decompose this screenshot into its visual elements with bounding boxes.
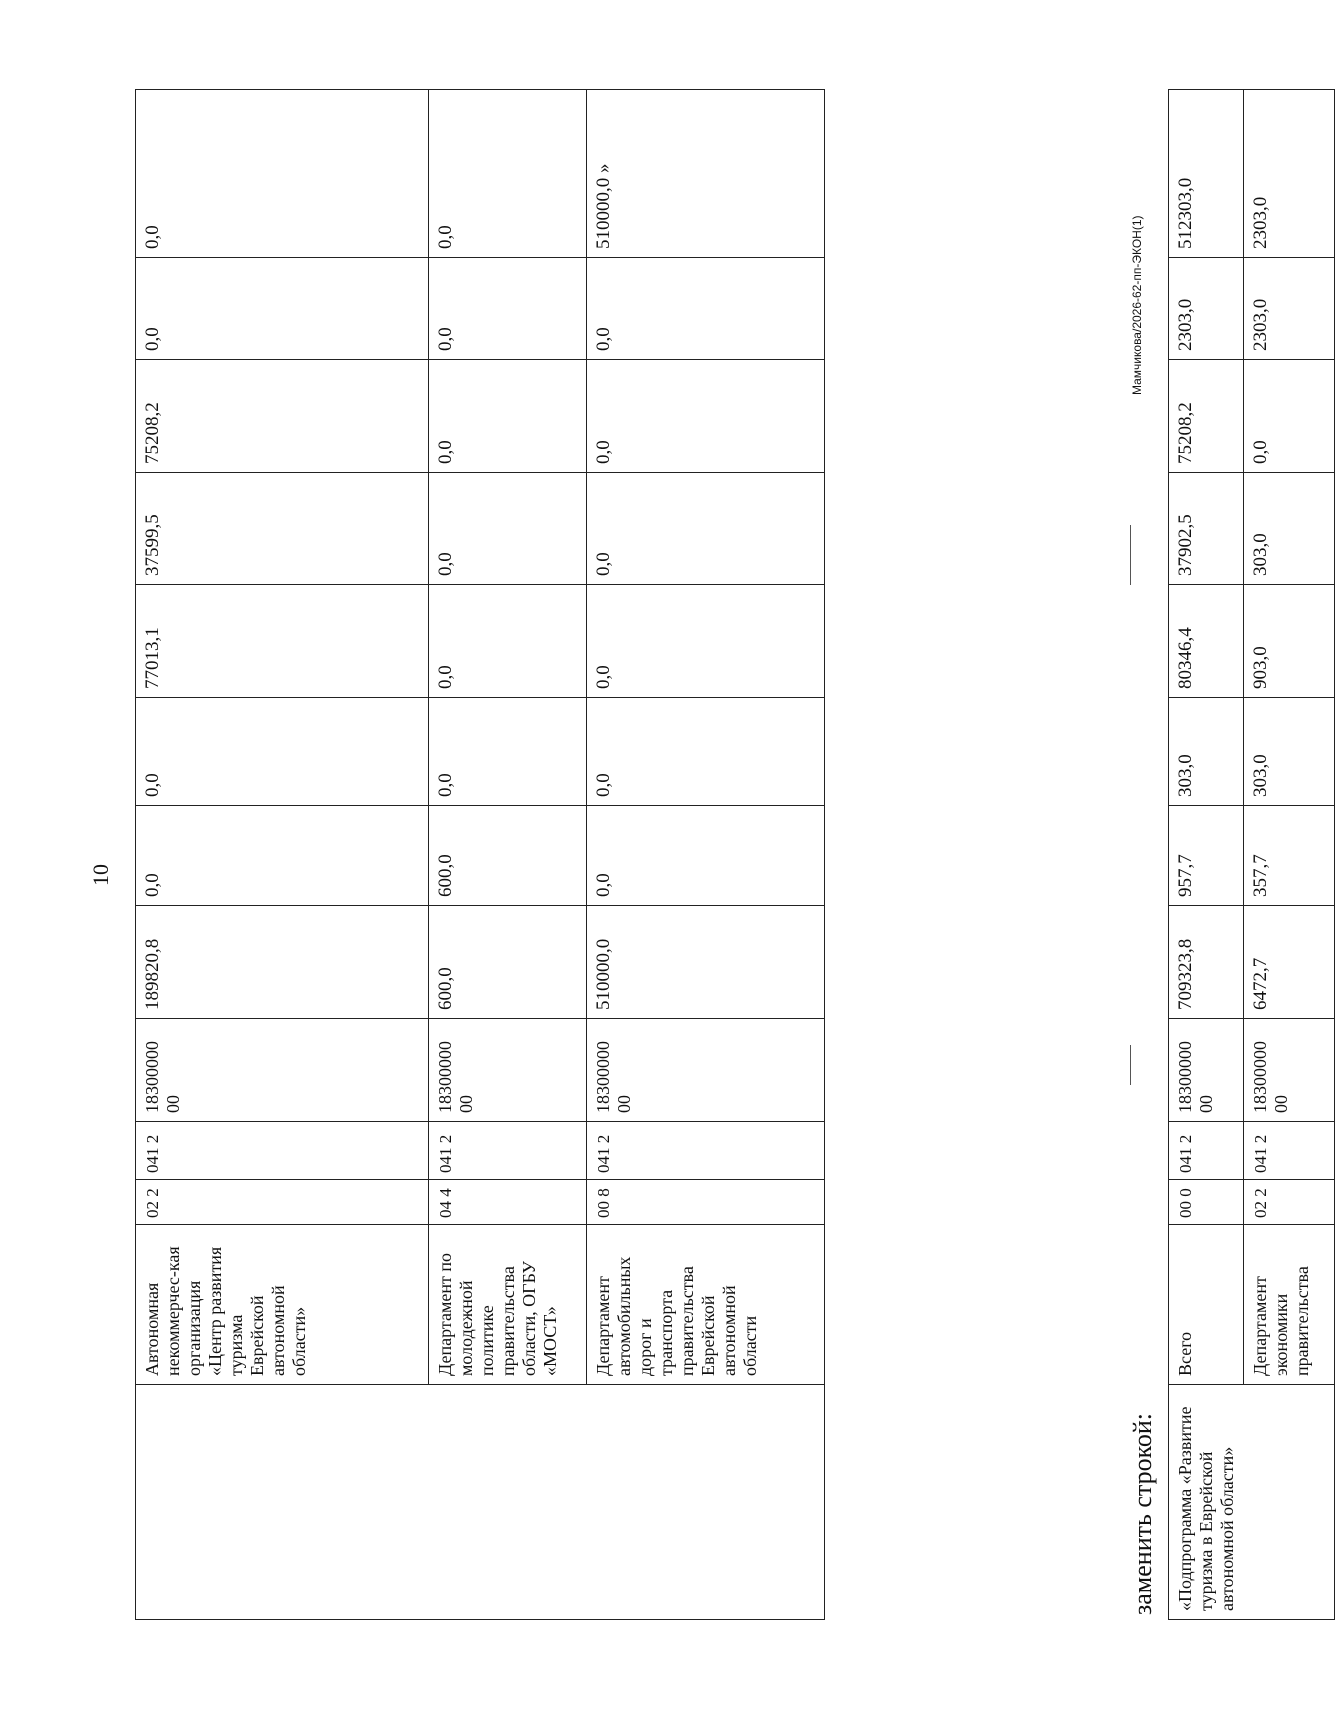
value-cell: 600,0 (429, 806, 587, 906)
value-cell: 510000,0 (587, 906, 825, 1019)
document-footer: Мамчикова/2026-62-пп-ЭКОН(1) (1130, 215, 1144, 395)
value-cell: 0,0 (587, 698, 825, 806)
grbs-cell: 02 2 (136, 1180, 429, 1225)
value-cell: 357,7 (1244, 806, 1335, 906)
rzpr-cell: 041 2 (1169, 1122, 1244, 1180)
csr-cell: 18300000 00 (136, 1019, 429, 1122)
value-cell: 0,0 (429, 258, 587, 360)
value-cell: 0,0 (429, 360, 587, 473)
value-cell: 2303,0 (1169, 258, 1244, 360)
value-cell: 0,0 (136, 258, 429, 360)
scan-line (1130, 1045, 1131, 1085)
grbs-cell: 02 2 (1244, 1180, 1335, 1225)
value-cell: 957,7 (1169, 806, 1244, 906)
grbs-cell: 04 4 (429, 1180, 587, 1225)
csr-cell: 18300000 00 (1169, 1019, 1244, 1122)
table-row (136, 90, 429, 1620)
value-cell: 0,0 (587, 806, 825, 906)
value-cell: 0,0 (587, 585, 825, 698)
executor-cell: Департамент экономики правительства (1244, 1225, 1335, 1385)
grbs-cell: 00 8 (587, 1180, 825, 1225)
value-cell: 75208,2 (1169, 360, 1244, 473)
value-cell: 600,0 (429, 906, 587, 1019)
value-cell: 903,0 (1244, 585, 1335, 698)
page-number: 10 (88, 864, 113, 886)
scan-line (1130, 525, 1131, 585)
value-cell: 6472,7 (1244, 906, 1335, 1019)
value-cell: 0,0 (1244, 360, 1335, 473)
value-cell: 37599,5 (136, 473, 429, 585)
csr-cell: 18300000 00 (429, 1019, 587, 1122)
value-cell: 0,0 (136, 806, 429, 906)
value-cell: 80346,4 (1169, 585, 1244, 698)
executor-cell: Департамент по молодежной политике правительства области, ОГБУ «МОСТ» (429, 1225, 587, 1385)
value-cell: 0,0 (136, 698, 429, 806)
value-cell: 0,0 (429, 698, 587, 806)
value-cell: 77013,1 (136, 585, 429, 698)
rzpr-cell: 041 2 (136, 1122, 429, 1180)
value-cell: 2303,0 (1244, 258, 1335, 360)
value-cell: 303,0 (1244, 698, 1335, 806)
value-cell: 303,0 (1244, 473, 1335, 585)
rzpr-cell: 041 2 (1244, 1122, 1335, 1180)
value-cell: 75208,2 (136, 360, 429, 473)
rzpr-cell: 041 2 (587, 1122, 825, 1180)
replace-caption: заменить строкой: (1128, 1412, 1157, 1615)
csr-cell: 18300000 00 (587, 1019, 825, 1122)
value-cell: 0,0 (587, 473, 825, 585)
value-cell: 709323,8 (1169, 906, 1244, 1019)
value-cell: 189820,8 (136, 906, 429, 1019)
budget-table-top (135, 89, 825, 1620)
value-cell: 0,0 (587, 258, 825, 360)
executor-cell: Всего (1169, 1225, 1244, 1385)
value-cell: 2303,0 (1244, 90, 1335, 258)
budget-table-bottom (1168, 89, 1335, 1620)
value-cell: 0,0 (429, 90, 587, 258)
value-cell: 303,0 (1169, 698, 1244, 806)
value-cell: 37902,5 (1169, 473, 1244, 585)
value-cell: 0,0 (429, 585, 587, 698)
value-cell: 0,0 (587, 360, 825, 473)
value-cell: 510000,0 » (587, 90, 825, 258)
program-cell: «Подпрограмма «Развитие туризма в Еврейской автономной области» (1169, 1385, 1335, 1620)
value-cell: 512303,0 (1169, 90, 1244, 258)
executor-cell: Департамент автомобильных дорог и транспорта правительства Еврейской автономной области (587, 1225, 825, 1385)
value-cell: 0,0 (136, 90, 429, 258)
csr-cell: 18300000 00 (1244, 1019, 1335, 1122)
grbs-cell: 00 0 (1169, 1180, 1244, 1225)
table-row (1169, 90, 1244, 1620)
rzpr-cell: 041 2 (429, 1122, 587, 1180)
value-cell: 0,0 (429, 473, 587, 585)
executor-cell: Автономная некоммерчес-кая организация «Центр развития туризма Еврейской автономной области» (136, 1225, 429, 1385)
program-cell (136, 1385, 825, 1620)
